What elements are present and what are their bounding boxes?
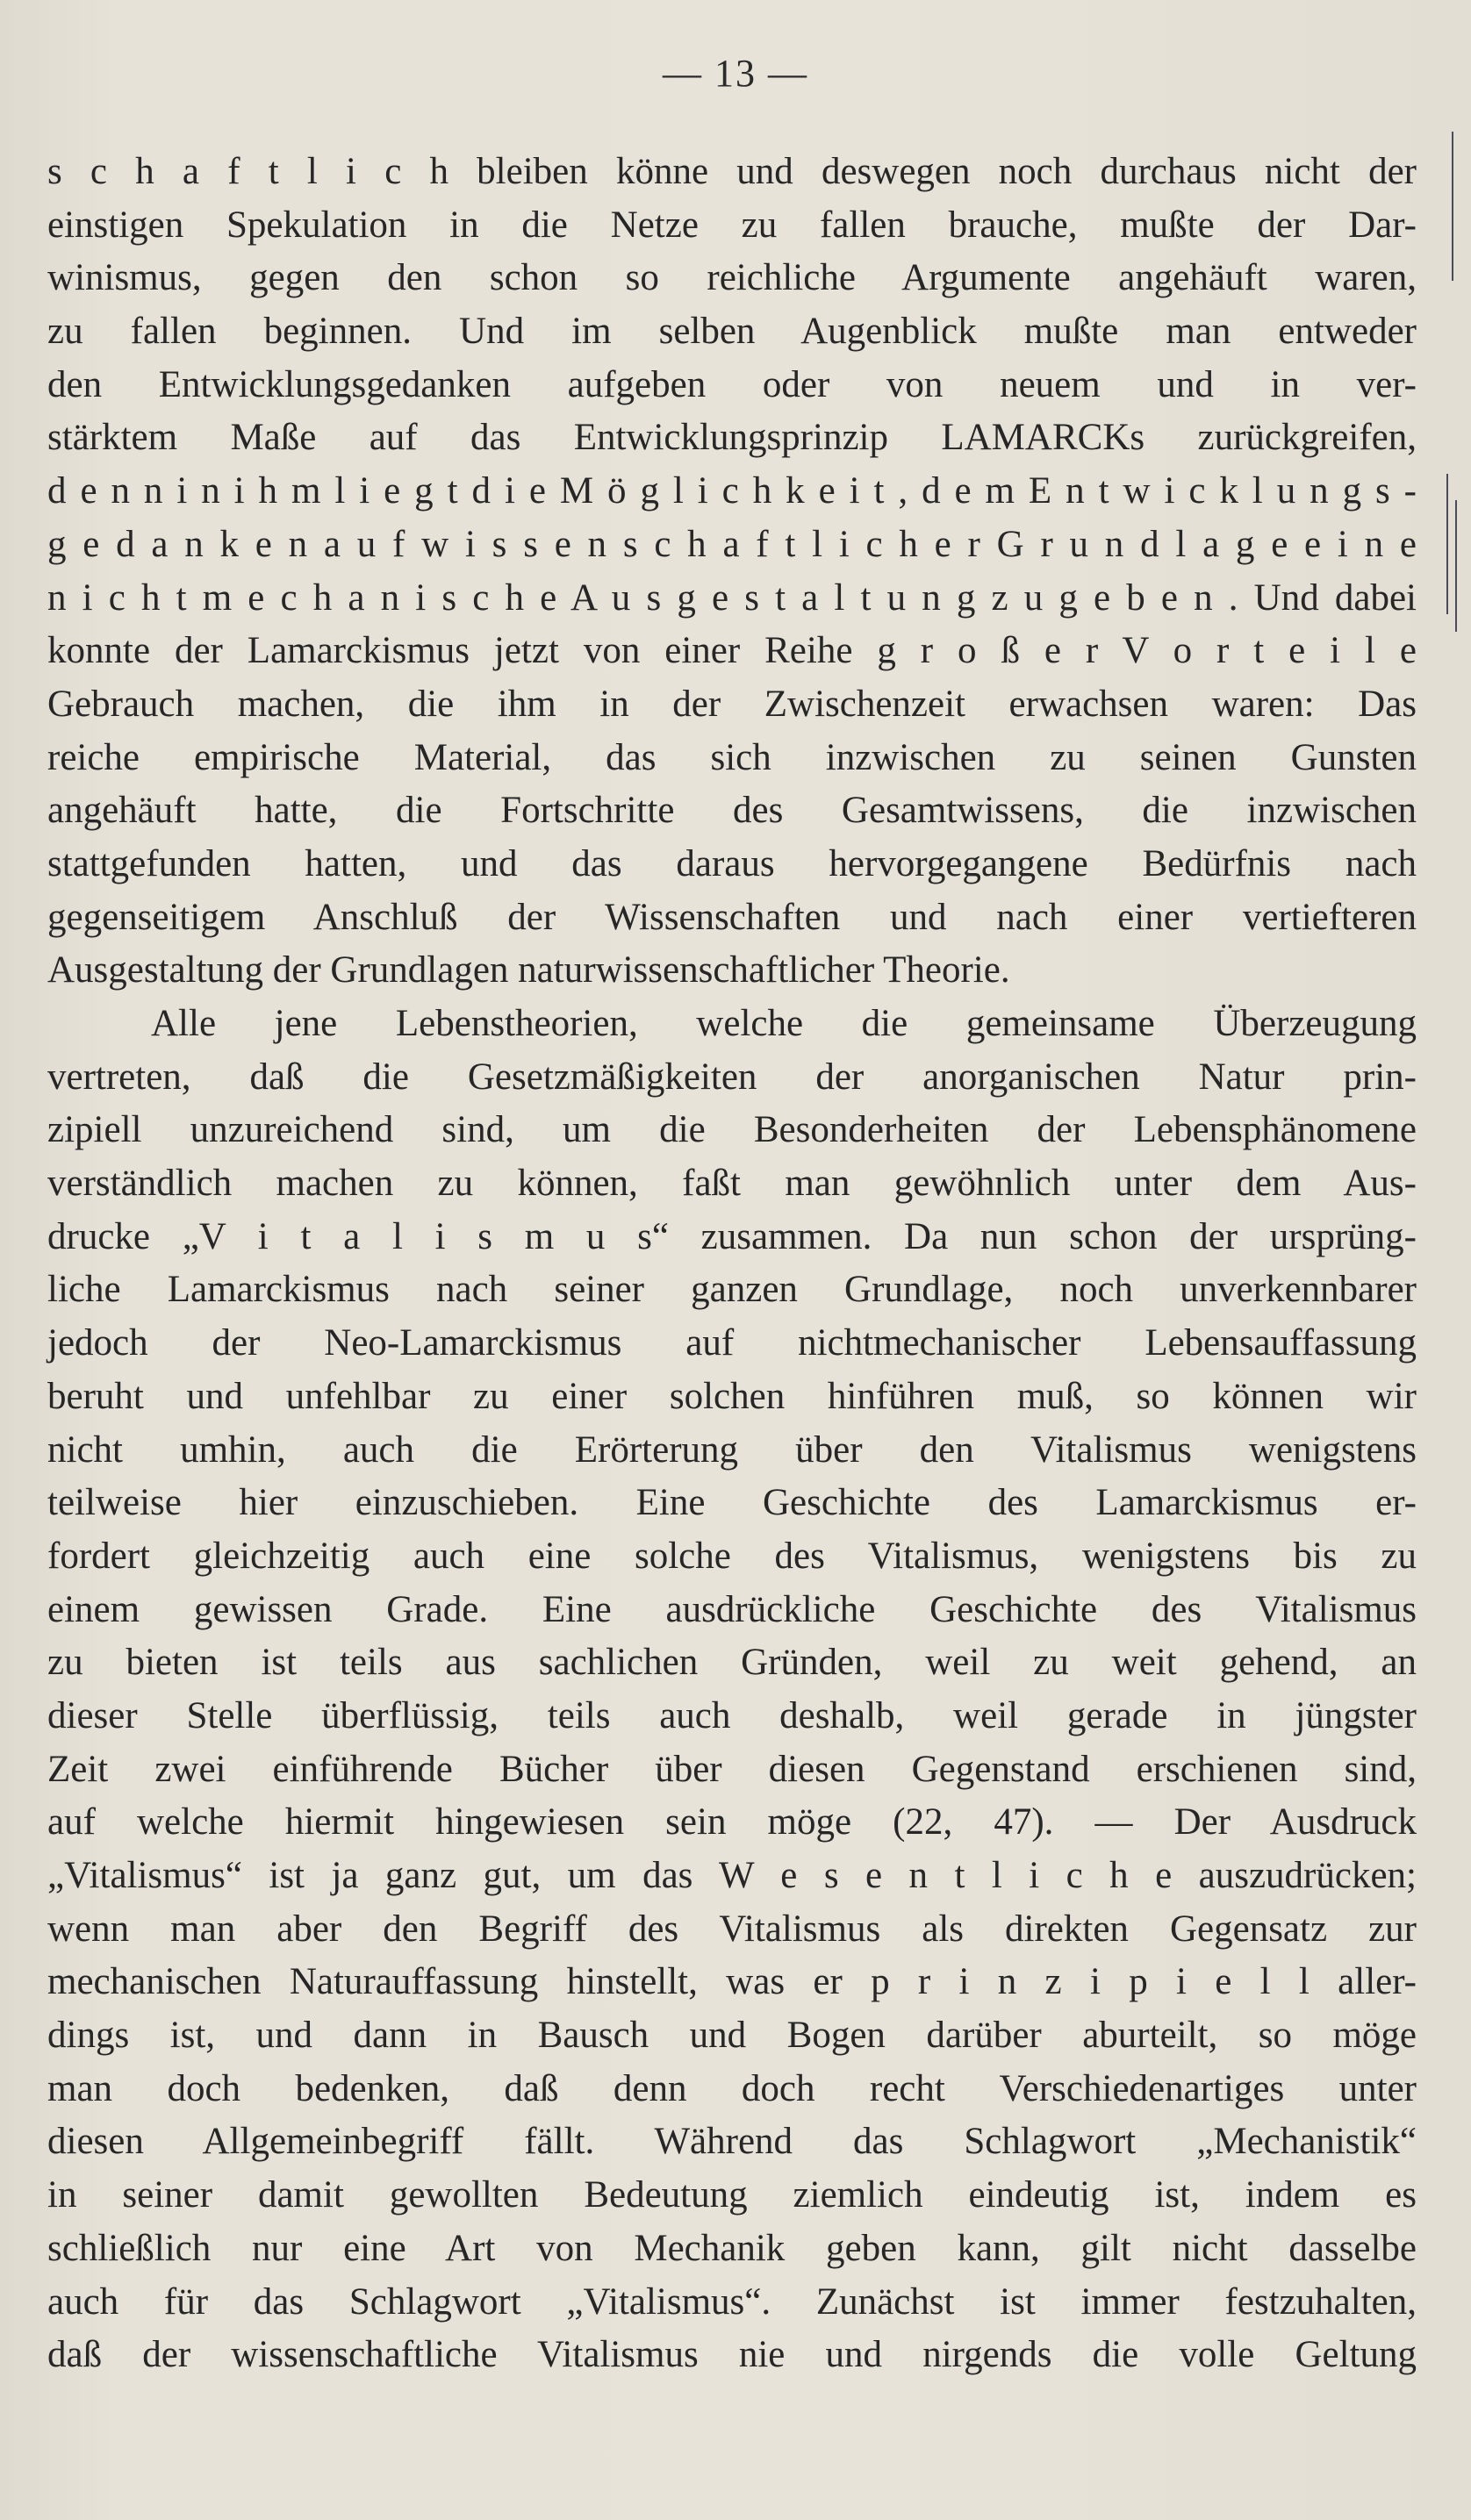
text-line: fordert gleichzeitig auch eine solche des Vitalismus, wenigstens bis zu [47,1535,1417,1577]
text-line: mechanischen Naturauffassung hinstellt, was er p r i n z i p i e l l aller- [47,1961,1417,2003]
text-line: vertreten, daß die Gesetzmäßigkeiten der anorganischen Natur prin- [47,1056,1417,1098]
margin-pencil-mark [1455,500,1457,632]
text-line: einem gewissen Grade. Eine ausdrückliche Geschichte des Vitalismus [47,1588,1417,1630]
text-line: stärktem Maße auf das Entwicklungsprinzip LAMARCKs zurückgreifen, [47,417,1417,459]
text-line: konnte der Lamarckismus jetzt von einer Reihe g r o ß e r V o r t e i l e [47,630,1417,672]
text-line: Ausgestaltung der Grundlagen naturwissenschaftlicher Theorie. [47,949,1010,992]
text-line: zu fallen beginnen. Und im selben Augenblick mußte man entweder [47,311,1417,353]
text-line: n i c h t m e c h a n i s c h e A u s g e s t a l t u n g z u g e b e n . Und dabei [47,576,1417,619]
text-line: zipiell unzureichend sind, um die Besonderheiten der Lebensphänomene [47,1109,1417,1151]
text-line: diesen Allgemeinbegriff fällt. Während das Schlagwort „Mechanistik“ [47,2121,1417,2163]
page-number: — 13 — [663,52,808,95]
text-line: Alle jene Lebenstheorien, welche die gemeinsame Überzeugung [151,1003,1417,1044]
margin-pencil-mark [1452,132,1453,281]
text-line: s c h a f t l i c h bleiben könne und deswegen noch durchaus nicht der [47,151,1417,192]
margin-pencil-mark [1446,474,1448,614]
text-line: stattgefunden hatten, und das daraus hervorgegangene Bedürfnis nach [47,842,1417,884]
text-line: liche Lamarckismus nach seiner ganzen Grundlage, noch unverkennbarer [47,1269,1417,1311]
text-line: teilweise hier einzuschieben. Eine Geschichte des Lamarckismus er- [47,1482,1417,1524]
text-line: „Vitalismus“ ist ja ganz gut, um das W e s e n t l i c h e auszudrücken; [47,1855,1417,1896]
text-line: auch für das Schlagwort „Vitalismus“. Zunächst ist immer festzuhalten, [47,2280,1417,2323]
text-line: drucke „V i t a l i s m u s“ zusammen. Da nun schon der ursprüng- [47,1215,1417,1257]
text-line: den Entwicklungsgedanken aufgeben oder von neuem und in ver- [47,363,1417,405]
text-line: einstigen Spekulation in die Netze zu fallen brauche, mußte der Dar- [47,204,1417,246]
text-line: g e d a n k e n a u f w i s s e n s c h a f t l i c h e r G r u n d l a g e e i n e [47,523,1417,565]
text-line: in seiner damit gewollten Bedeutung ziemlich eindeutig ist, indem es [47,2174,1417,2216]
text-line: schließlich nur eine Art von Mechanik geben kann, gilt nicht dasselbe [47,2227,1417,2269]
text-line: nicht umhin, auch die Erörterung über den Vitalismus wenigstens [47,1428,1417,1471]
text-line: zu bieten ist teils aus sachlichen Gründen, weil zu weit gehend, an [47,1642,1417,1684]
text-line: wenn man aber den Begriff des Vitalismus als direkten Gegensatz zur [47,1908,1417,1950]
text-line: winismus, gegen den schon so reichliche Argumente angehäuft waren, [47,257,1417,299]
text-line: reiche empirische Material, das sich inzwischen zu seinen Gunsten [47,736,1417,778]
text-line: beruht und unfehlbar zu einer solchen hinführen muß, so können wir [47,1375,1417,1417]
text-line: angehäuft hatte, die Fortschritte des Gesamtwissens, die inzwischen [47,790,1417,832]
text-line: dings ist, und dann in Bausch und Bogen darüber aburteilt, so möge [47,2015,1417,2057]
body-text [47,146,1417,2382]
text-line: man doch bedenken, daß denn doch recht Verschiedenartiges unter [47,2067,1417,2109]
text-line: dieser Stelle überflüssig, teils auch deshalb, weil gerade in jüngster [47,1694,1417,1736]
text-line: gegenseitigem Anschluß der Wissenschaften und nach einer vertiefteren [47,896,1417,938]
text-line: d e n n i n i h m l i e g t d i e M ö g l i c h k e i t , d e m E n t w i c k l u n g s - [47,470,1417,512]
text-line: Zeit zwei einführende Bücher über diesen Gegenstand erschienen sind, [47,1748,1417,1790]
text-line: Gebrauch machen, die ihm in der Zwischenzeit erwachsen waren: Das [47,683,1417,725]
text-line: jedoch der Neo-Lamarckismus auf nichtmechanischer Lebensauffassung [47,1322,1417,1364]
text-line: daß der wissenschaftliche Vitalismus nie und nirgends die volle Geltung [47,2334,1417,2376]
text-line: auf welche hiermit hingewiesen sein möge (22, 47). — Der Ausdruck [47,1801,1417,1843]
text-line: verständlich machen zu können, faßt man gewöhnlich unter dem Aus- [47,1163,1417,1205]
